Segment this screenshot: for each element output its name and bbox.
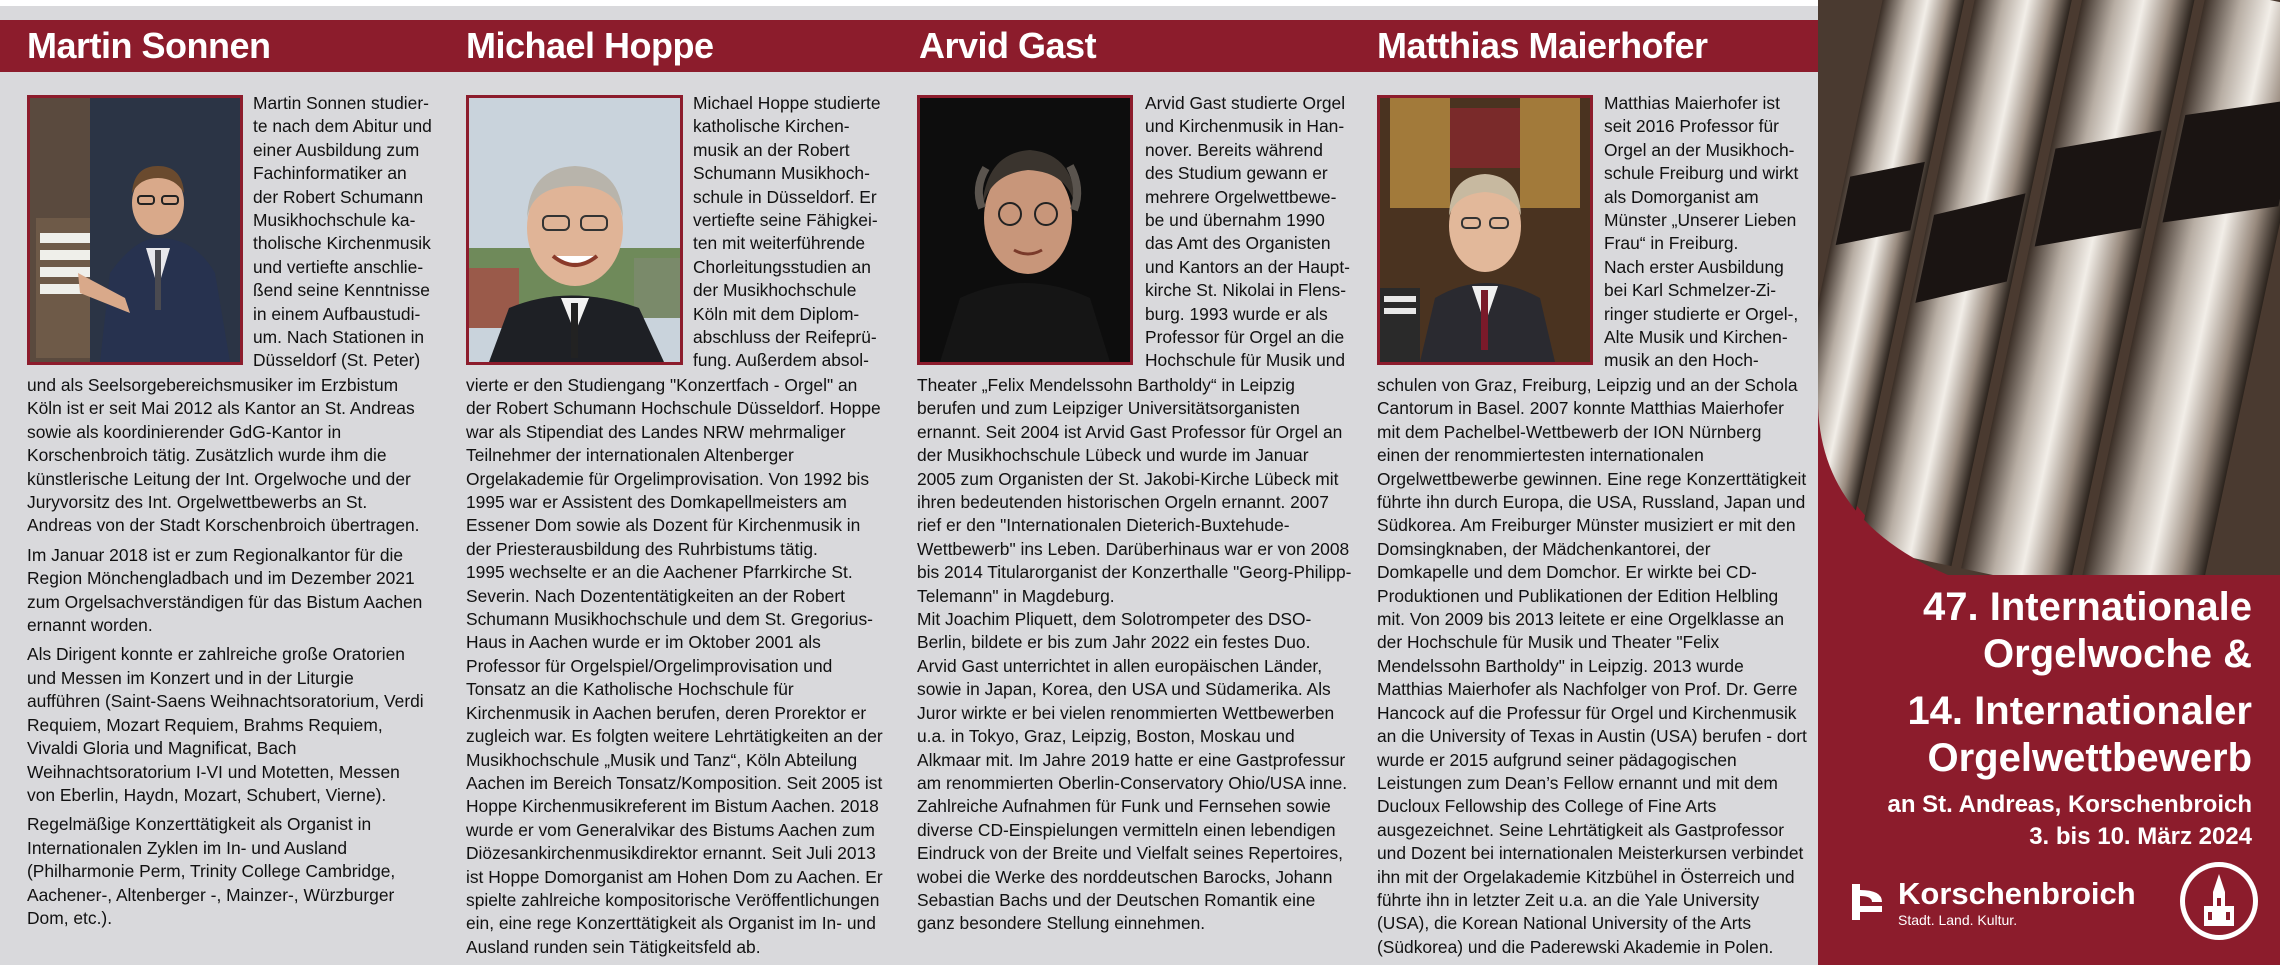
bio-line: Professor für Orgel an die <box>1145 327 1345 348</box>
bio-line: Frau“ in Freiburg. <box>1604 233 1739 254</box>
bio-line: als Domorganist am <box>1604 186 1759 207</box>
bio-line: Martin Sonnen studier- <box>253 93 429 113</box>
bio-line: Nach erster Ausbildung <box>1604 256 1784 277</box>
bio-line: Chorleitungsstudien an <box>693 256 871 277</box>
korschenbroich-logo-icon <box>1846 880 1890 924</box>
event-title-line2: Orgelwoche & <box>1983 632 2252 676</box>
bio-body-michael-hoppe <box>466 374 884 959</box>
bio-line: musik an der Robert <box>693 139 850 160</box>
bio-line: ringer studierte er Orgel-, <box>1604 303 1799 324</box>
bio-line: in einem Aufbaustudi- <box>253 303 421 324</box>
name-arvid-gast: Arvid Gast <box>919 25 1097 66</box>
bio-line: und vertiefte anschlie- <box>253 256 424 277</box>
bio-line: Schumann Musikhoch- <box>693 163 870 184</box>
bio-body-martin-sonnen <box>27 374 427 930</box>
portrait-photo-martin-sonnen <box>27 95 243 365</box>
bio-line: mehrere Orgelwettbewe- <box>1145 186 1337 207</box>
organ-pipes-photo <box>1818 0 2280 575</box>
logo-tagline: Stadt. Land. Kultur. <box>1898 912 2018 928</box>
bio-line: te nach dem Abitur und <box>253 116 432 137</box>
bio-line: tholische Kirchenmusik <box>253 233 431 254</box>
portrait-photo-matthias-maierhofer <box>1377 95 1593 365</box>
bio-line: seit 2016 Professor für <box>1604 116 1779 137</box>
portrait-photo-arvid-gast <box>917 95 1133 365</box>
event-location: an St. Andreas, Korschenbroich <box>1887 791 2252 818</box>
bio-wrap-michael-hoppe <box>693 92 913 373</box>
bio-paragraph: 1995 wechselte er an die Aachener Pfarrkirche St. Severin. Nach Dozententätigkeiten an der Robert Schumann Musikhochschule und dem St. Gregorius-Haus in Aachen wurde er im Oktober 2001 als Professor für Orgelspiel/Orgelimprovisation und Tonsatz an die Katholische Hochschule für Kirchenmusik in Aachen berufen, deren Prorektor er zugleich war. Es folgten weitere Lehrtätigkeiten an der Musikhochschule „Musik und Tanz“, Köln Abteilung Aachen im Bereich Tonsatz/Komposition. Seit 2005 ist Hoppe Kirchenmusikreferent im Bistum Aachen. 2018 wurde er vom Generalvikar des Bistums Aachen zum Diözesankirchenmusikdirektor ernannt. Seit Juli 2013 ist Hoppe Domorganist am Hohen Dom zu Aachen. Er spielte zahlreiche kompositorische Veröffentlichungen ein, eine rege Konzerttätigkeit als Organist im In- und Ausland runden sein Tätigkeitsfeld ab. <box>466 562 883 957</box>
bio-line: Düsseldorf (St. Peter) <box>253 350 421 371</box>
bio-line: Alte Musik und Kirchen- <box>1604 327 1788 348</box>
bio-line: Köln mit dem Diplom- <box>693 303 860 324</box>
bio-line: einer Ausbildung zum <box>253 139 420 160</box>
bio-line: Fachinformatiker an <box>253 163 407 184</box>
bio-line: katholische Kirchen- <box>693 116 850 137</box>
bio-paragraph: Im Januar 2018 ist er zum Regionalkantor für die Region Mönchengladbach und im Dezember 2021 zum Orgelsachverständigen für das Bistum Aachen ernannt worden. <box>27 544 423 636</box>
bio-paragraph: und als Seelsorgebereichsmusiker im Erzbistum Köln ist er seit Mai 2012 als Kantor an St. Andreas sowie als koordinierender GdG-Kantor in Korschenbroich tätig. Zusätzlich wurde ihm die künstlerische Leitung der Int. Orgelwoche und der Juryvorsitz des Int. Orgelwettbewerbs an St. Andreas von der Stadt Korschenbroich übertragen. <box>27 375 420 536</box>
name-matthias-maierhofer: Matthias Maierhofer <box>1377 25 1708 66</box>
bio-paragraph: Zahlreiche Aufnahmen für Funk und Fernsehen sowie diverse CD-Einspielungen vermitteln einen lebendigen Eindruck von der Breite und Vielfalt seines Repertoires, wobei die Werke des norddeutschen Barocks, Johann Sebastian Bachs und der Deutschen Romantik eine ganz besondere Stellung einnehmen. <box>917 796 1343 934</box>
bio-line: nover. Bereits während <box>1145 139 1323 160</box>
bio-line: und Kirchenmusik in Han- <box>1145 116 1345 137</box>
bio-paragraph: vierte er den Studiengang "Konzertfach - Orgel" an der Robert Schumann Hochschule Düsseldorf. Hoppe war als Stipendiat des Landes NRW mehrmaliger Teilnehmer der internationalen Altenberger Orgelakademie für Orgelimprovisation. Von 1992 bis 1995 war er Assistent des Domkapellmeisters am Essener Dom sowie als Dozent für Kirchenmusik in der Priesterausbildung des Ruhrbistums tätig. <box>466 375 881 559</box>
bio-line: Matthias Maierhofer ist <box>1604 93 1780 113</box>
bio-wrap-martin-sonnen <box>253 92 458 373</box>
name-michael-hoppe: Michael Hoppe <box>466 25 714 66</box>
name-martin-sonnen: Martin Sonnen <box>27 25 271 66</box>
bio-line: bei Karl Schmelzer-Zi- <box>1604 280 1777 301</box>
bio-line: Münster „Unserer Lieben <box>1604 210 1797 231</box>
event-dates: 3. bis 10. März 2024 <box>2029 823 2252 850</box>
portrait-photo-michael-hoppe <box>466 95 683 365</box>
bio-line: und Kantors an der Haupt- <box>1145 256 1350 277</box>
bio-line: burg. 1993 wurde er als <box>1145 303 1328 324</box>
bio-line: der Robert Schumann <box>253 186 424 207</box>
bio-paragraph: Als Dirigent konnte er zahlreiche große Oratorien und Messen im Konzert und in der Liturgie aufführen (Saint-Saens Weihnachtsoratorium, Verdi Requiem, Mozart Requiem, Brahms Requiem, Vivaldi Gloria und Magnificat, Bach Weihnachtsoratorium I-VI und Motetten, Messen von Eberlin, Haydn, Mozart, Schubert, Vierne). <box>27 644 424 805</box>
logo-name: Korschenbroich <box>1898 876 2136 911</box>
bio-line: Hochschule für Musik und <box>1145 350 1346 371</box>
bio-wrap-matthias-maierhofer <box>1604 92 1809 373</box>
church-seal-icon <box>2180 862 2258 940</box>
bio-line: ßend seine Kenntnisse <box>253 280 430 301</box>
bio-line: vertiefte seine Fähigkei- <box>693 210 878 231</box>
event-title-line3: 14. Internationaler <box>1907 689 2252 733</box>
bio-paragraph: schulen von Graz, Freiburg, Leipzig und an der Schola Cantorum in Basel. 2007 konnte Matthias Maierhofer mit dem Pachelbel-Wettbewerb der ION Nürnberg einen der renommiertesten internationalen Orgelwettbewerbe gewinnen. Eine rege Konzerttätigkeit führte ihn durch Europa, die USA, Russland, Japan und Südkorea. Am Freiburger Münster musiziert er mit den Domsingknaben, der Mädchenkantorei, der Domkapelle und dem Domchor. Er wirkte bei CD-Produktionen und Publikationen der Edition Helbling mit. Von 2009 bis 2013 leitete er eine Orgelklasse an der Hochschule für Musik und Theater "Felix Mendelssohn Bartholdy" in Leipzig. 2013 wurde Matthias Maierhofer als Nachfolger von Prof. Dr. Gerre Hancock auf die Professur für Orgel und Kirchenmusik an die University of Texas in Austin (USA) berufen - dort wurde er 2015 aufgrund seiner pädagogischen Leistungen zum Dean’s Fellow ernannt und mit dem Ducloux Fellowship des College of Fine Arts ausgezeichnet. Seine Lehrtätigkeit als Gastprofessor und Dozent bei internationalen Meisterkursen verbindet ihn mit der Orgelakademie Kitzbühel in Österreich und führte ihn in letzter Zeit u.a. an die Yale University (USA), die Korean National University of the Arts (Südkorea) und die Paderewski Akademie in Polen. <box>1377 375 1807 957</box>
bio-line: Michael Hoppe studierte <box>693 93 881 113</box>
bio-paragraph: Mit Joachim Pliquett, dem Solotrompeter des DSO-Berlin, bildete er bis zum Jahr 2022 ein festes Duo. Arvid Gast unterrichtet in allen europäischen Länder, sowie in Japan, Korea, den USA und Südamerika. Als Juror wirkte er bei vielen renommierten Wettbewerben u.a. in Tokyo, Graz, Leipzig, Boston, Moskau und Alkmaar mit. Im Jahre 2019 hatte er eine Gastprofessur am renommierten Oberlin-Conservatory Ohio/USA inne. <box>917 609 1348 793</box>
bio-line: ten mit weiterführende <box>693 233 866 254</box>
bio-line: der Musikhochschule <box>693 280 857 301</box>
bio-line: Arvid Gast studierte Orgel <box>1145 93 1346 113</box>
event-title-line1: 47. Internationale <box>1923 585 2252 629</box>
bio-line: um. Nach Stationen in <box>253 327 425 348</box>
bio-body-matthias-maierhofer <box>1377 374 1807 959</box>
bio-line: schule Freiburg und wirkt <box>1604 163 1799 184</box>
bio-paragraph: Theater „Felix Mendelssohn Bartholdy“ in Leipzig berufen und zum Leipziger Universitätsorganisten ernannt. Seit 2004 ist Arvid Gast Professor für Orgel an der Musikhochschule Lübeck und wurde im Januar 2005 zum Organisten der St. Jakobi-Kirche Lübeck mit ihren bedeutenden historischen Orgeln ernannt. 2007 rief er den "Internationalen Dieterich-Buxtehude-Wettbewerb" ins Leben. Darüberhinaus war er von 2008 bis 2014 Titularorganist der Konzerthalle "Georg-Philipp-Telemann" in Magdeburg. <box>917 375 1352 606</box>
bio-line: musik an den Hoch- <box>1604 350 1759 371</box>
bio-line: Orgel an der Musikhoch- <box>1604 139 1795 160</box>
bio-paragraph: Regelmäßige Konzerttätigkeit als Organist in Internationalen Zyklen im In- und Ausland (Philharmonie Perm, Trinity College Cambridge, Aachener-, Altenberger -, Mainzer-, Würzburger Dom, etc.). <box>27 814 396 928</box>
bio-line: des Studium gewann er <box>1145 163 1328 184</box>
bio-wrap-arvid-gast <box>1145 92 1370 373</box>
bio-line: das Amt des Organisten <box>1145 233 1331 254</box>
event-title-line4: Orgelwettbewerb <box>1927 736 2252 780</box>
bio-line: abschluss der Reifeprü- <box>693 327 877 348</box>
bio-line: Musikhochschule ka- <box>253 210 416 231</box>
bio-line: schule in Düsseldorf. Er <box>693 186 877 207</box>
bio-body-arvid-gast <box>917 374 1352 936</box>
bio-line: kirche St. Nikolai in Flens- <box>1145 280 1347 301</box>
bio-line: be und übernahm 1990 <box>1145 210 1325 231</box>
bio-line: fung. Außerdem absol- <box>693 350 869 371</box>
